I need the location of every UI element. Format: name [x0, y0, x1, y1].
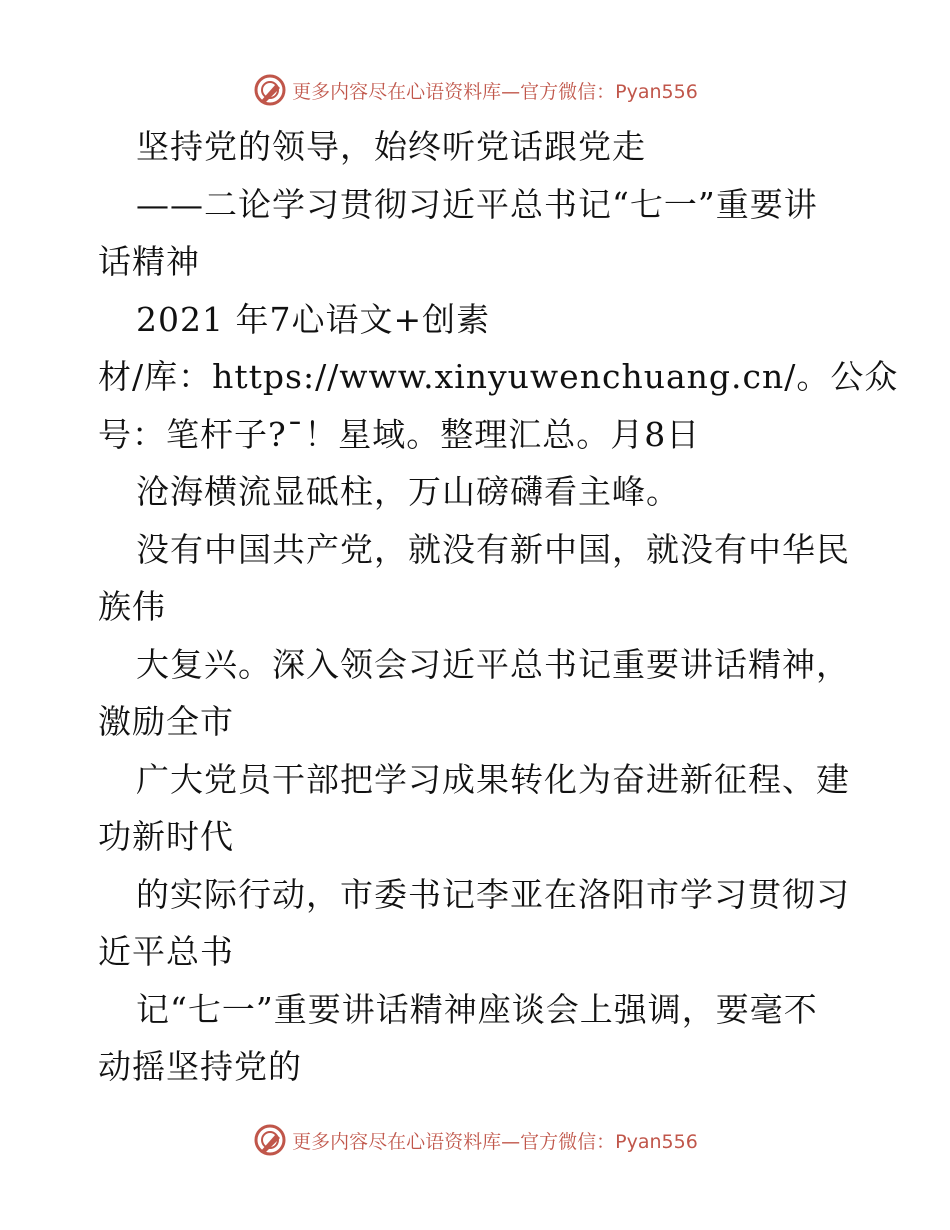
paragraph-line: 近平总书 [98, 932, 234, 971]
source-line: 材/库：https://www.xinyuwenchuang.cn/。公众 [98, 357, 899, 396]
paragraph-line: 功新时代 [98, 817, 234, 856]
paragraph-line: 动摇坚持党的 [98, 1047, 302, 1086]
paragraph-line: 没有中国共产党，就没有新中国，就没有中华民 [136, 529, 850, 569]
paragraph-line: 激励全市 [98, 702, 234, 741]
banner-contact: Pyan556 [615, 1130, 698, 1153]
doc-subtitle-line: ——二论学习贯彻习近平总书记“七一”重要讲 [136, 184, 818, 224]
paragraph-line: 的实际行动，市委书记李亚在洛阳市学习贯彻习 [136, 874, 850, 914]
paragraph-line: 记“七一”重要讲话精神座谈会上强调，要毫不 [136, 989, 818, 1029]
doc-title: 坚持党的领导，始终听党话跟党走 [136, 127, 646, 166]
paragraph-line: 大复兴。深入领会习近平总书记重要讲话精神， [136, 644, 850, 684]
source-line: 号：笔杆子?¯！星域。整理汇总。月8日 [98, 414, 701, 454]
pen-logo-icon [252, 1122, 288, 1158]
paragraph-line: 沧海横流显砥柱，万山磅礴看主峰。 [136, 472, 680, 511]
source-line: 2021 年7心语文+创素 [136, 299, 491, 339]
pen-logo-icon [252, 72, 288, 108]
banner-text: 更多内容尽在心语资料库—官方微信：Pyan556 [292, 80, 698, 103]
banner-contact: Pyan556 [615, 80, 698, 103]
header-banner [0, 70, 950, 110]
banner-text: 更多内容尽在心语资料库—官方微信：Pyan556 [292, 1130, 698, 1153]
footer-banner [0, 1120, 950, 1160]
paragraph-line: 广大党员干部把学习成果转化为奋进新征程、建 [136, 759, 850, 799]
doc-subtitle-line: 话精神 [98, 242, 200, 281]
document-body [98, 118, 899, 1096]
paragraph-line: 族伟 [98, 587, 166, 626]
